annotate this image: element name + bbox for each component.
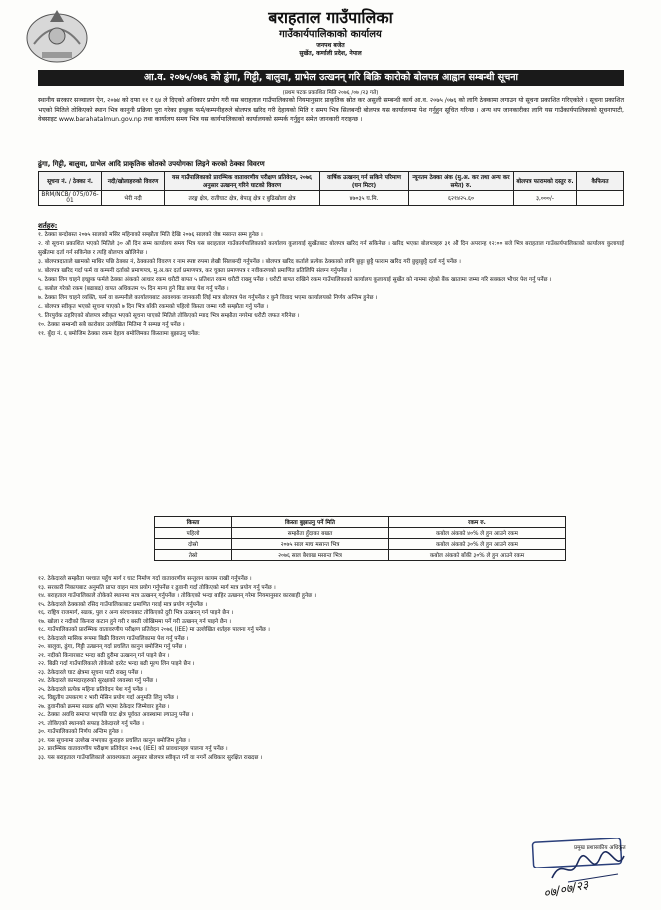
signatory-title: प्रमुख प्रशासकीय अधिकृत	[574, 845, 626, 851]
list-item: २१. नदीको किनारबाट भन्दा बढी दुरीमा उत्खनन् गर्न पाइने छैन ।	[38, 652, 170, 659]
cell-installment: तेस्रो	[155, 550, 232, 561]
list-item: ८. बोलपत्र स्वीकृत भएको सूचना पाएको ७ दिन भित्र बाँकी रकमको पहिलो किस्ता जम्मा गरी सम्झौता गर्नु पर्नेछ ।	[38, 303, 269, 310]
list-item: १२. ठेकेदारले सम्झौता पश्चात पहुँच मार्ग र घाट निर्माण गर्दा वातावरणीय सन्तुलन कायम राखी गर्नुपर्नेछ ।	[38, 576, 252, 582]
cell-notice-no: BRM/NCB/ 075/076-01	[39, 191, 102, 206]
list-item: १४. बराहताल गाउँपालिकाले तोकेको स्थानमा मात्र उत्खनन् गर्नुपर्नेछ । तोकिएको भन्दा बाहिर उत्खनन् गरेमा नियमानुसार कारबाही हुनेछ ।	[38, 593, 317, 599]
list-item: २२. बिक्री गर्दा गाउँपालिकाले तोकेको दररेट भन्दा बढी मूल्य लिन पाइने छैन ।	[38, 661, 195, 667]
notice-title-banner: आ.व. २०७५/०७६ को ढुंगा, गिट्टी, बालुवा, ग्राभेल उत्खनन् गरि बिक्रि कारोको बोलपत्र आह्वान सम्बन्धी सूचना	[38, 70, 624, 86]
cell-installment: पहिलो	[155, 528, 232, 539]
address-block	[0, 42, 661, 58]
list-item: ९. तिरपुर्वक ठहरिएको बोलपत्र स्वीकृत भएको सूचना पाएको मितिले तोकिएको म्याद भित्र सम्झौता नगरेमा धरौटी जफत गरिनेछ ।	[38, 312, 300, 319]
cell-due-date: २०७५ साल माघ मसान्त भित्र	[232, 539, 389, 550]
cell-amount: कबोल अंकको बाँकी ३०% ले हुन आउने रकम	[389, 550, 566, 561]
address-line-2: सुर्खेत, कर्णाली प्रदेश, नेपाल	[299, 50, 362, 57]
col-due-date: किस्ता बुझाउनु पर्ने मिति	[232, 517, 389, 528]
table-row	[39, 191, 624, 206]
list-item: १०. ठेक्का सम्बन्धी सबै कारोबार उल्लेखित मितिमा नै सम्पन्न गर्नु पर्नेछ ।	[38, 321, 185, 328]
conditions-list	[38, 231, 624, 339]
list-item: १९. ठेकेदारले मासिक रूपमा बिक्री विवरण गाउँपालिकामा पेश गर्नु पर्नेछ ।	[38, 635, 189, 642]
table-row	[155, 550, 566, 561]
bid-details-table	[38, 171, 624, 206]
signature-date: ०७/०७/२३	[542, 877, 590, 901]
cell-due-date: २०७६ साल बैशाख मसान्त भित्र	[232, 550, 389, 561]
address-line-1: जनपथ बजेत	[316, 42, 345, 49]
list-item: ३३. यस बराहताल गाउँपालिकाले आवश्यकता अनुसार बोलपत्र स्वीकृत गर्ने वा नगर्ने अधिकार सुरक्षित राख्दछ ।	[38, 754, 263, 761]
list-item: १७. खोला र नदीको किनारा कटान हुने गरी र बस्ती जोखिममा पर्ने गरी उत्खनन् गर्न पाइने छैन ।	[38, 618, 232, 625]
cell-river: भेरी नदी	[102, 191, 165, 206]
col-ghat: यस गाउँपालिकाको प्रारम्भिक वातावरणीय परीक्षण प्रतिवेदन, २०७६ अनुसार उत्खनन् गरिने घाटको विवरण	[165, 172, 320, 191]
table-row	[155, 528, 566, 539]
col-notice-no: सूचना नं. / ठेक्का नं.	[39, 172, 102, 191]
col-river: नदी/खोलाहरुको विवरण	[102, 172, 165, 191]
list-item: ३२. प्रारम्भिक वातावरणीय परीक्षण प्रतिवेदन २०७६ (IEE) को प्रावधानहरु पालना गर्नु पर्नेछ ।	[38, 746, 228, 752]
installment-header-row	[155, 517, 566, 528]
list-item: २. यो सूचना प्रकाशित भएको मितिले ३० औं दिन सम्म कार्यालय समय भित्र यस बराहताल गाउँकार्यपालिकाको कार्यालय कुलायाई सुर्खेतबाट बोलपत्र खरिद गर्न सकिनेछ । खरिद भएका बोलपत्रहरु ३१ औं दिन अपरान्ह १२:०० बजे भित्र बराहताल गाउँकार्यपालिकाको कार्यालय कुलायाई सुर्खेतमा दर्ता गर्न सकिनेछ र त्यहि बोलपत्र खोलिनेछ ।	[38, 241, 624, 256]
list-item: १६. राष्ट्रिय राजमार्ग, सडक, पुल र अन्य संरचनाबाट तोकिएको दुरी भित्र उत्खनन् गर्न पाइने छैन ।	[38, 610, 234, 616]
list-item: ५. ठेक्का लिन चाहने इच्छुक फर्मले ठेक्का अंकको आधार रकम धरौटी बापत ५ प्रतिशत रकम धरौटी राख्नु पर्नेछ । धरौटी बापत राखिने रकम गाउँपालिकाको कार्यालय कुलायाई सुर्खेत को नाममा रहेको बैंक खातामा जम्मा गरि सक्कल भौचर पेश गर्नु पर्नेछ ।	[38, 276, 552, 283]
col-remarks: कैफियत	[577, 172, 624, 191]
office-name: गाउँकार्यपालिकाको कार्यालय	[279, 29, 382, 40]
cell-remarks	[577, 191, 624, 206]
list-item: २८. ठेक्का अवधि समाप्त भएपछि घाट क्षेत्र पूर्ववत अवस्थामा ल्याउनु पर्नेछ ।	[38, 712, 194, 718]
cell-quantity: ४७०३५ घ.मि.	[320, 191, 409, 206]
list-item: २५. ठेकेदारले प्रत्येक महिना प्रतिवेदन पेश गर्नु पर्नेछ ।	[38, 686, 147, 693]
col-amount: रकम रु.	[389, 517, 566, 528]
list-item: २३. ठेकेदारले घाट क्षेत्रमा सूचना पाटी राख्नु पर्नेछ ।	[38, 669, 143, 676]
list-item: ६. कबोल गरेको रकम (बढाबढ) वापत अधिकतम ९५ दिन मान्य हुने बिड बण्ड पेश गर्नु पर्नेछ ।	[38, 285, 229, 292]
list-item: ३१. यस सूचनामा उल्लेख नभएका कुराहरु प्रचलित कानुन बमोजिम हुनेछ ।	[38, 737, 190, 744]
list-item: २४. ठेकेदारले कामदारहरुको सुरक्षाको व्यवस्था गर्नु पर्नेछ ।	[38, 678, 158, 684]
col-form-fee: बोलपत्र फारामको दस्तुर रु.	[514, 172, 577, 191]
list-item: १३. सरकारी निकायबाट अनुमति प्राप्त वाहन मात्र प्रयोग गर्नुपर्नेछ र ढुवानी गर्दा तोकिएको मार्ग मात्र प्रयोग गर्नु पर्नेछ ।	[38, 584, 276, 591]
cell-ghat: तरङ्ग क्षेत्र, रातीघाट क्षेत्र, बेपाड् क्षेत्र र बुढिखोला क्षेत्र	[165, 191, 320, 206]
list-item: ७. ठेक्का लिन चाहने व्यक्ति, फर्म वा कम्पनीले कार्यालयबाट आवश्यक जानकारी लिई मात्र बोलपत्र पेश गर्नुपर्नेछ र कुनै विवाद भएमा कार्यालयको निर्णय अन्तिम हुनेछ ।	[38, 294, 378, 301]
cell-amount: कबोल अंकको ४०% ले हुन आउने रकम	[389, 528, 566, 539]
cell-form-fee: ३,०००/-	[514, 191, 577, 206]
col-installment: किस्ता	[155, 517, 232, 528]
list-item: २९. तोकिएको स्थानको सफाइ ठेकेदारले गर्नु पर्नेछ ।	[38, 720, 144, 727]
col-min-amount: न्यूनतम ठेक्का अंक (मु.अ. कर तथा अन्य कर समेत) रु.	[409, 172, 514, 191]
list-item: २७. ढुवानीको क्रममा सडक क्षति भएमा ठेकेदार जिम्मेवार हुनेछ ।	[38, 703, 170, 710]
table-row	[155, 539, 566, 550]
conditions-heading: शर्तहरु:	[38, 222, 58, 230]
list-item: १८. गाउँपालिकाको प्रारम्भिक वातावरणीय परीक्षण प्रतिवेदन २०७६ (IEE) मा उल्लेखित शर्तहरु पालना गर्नु पर्नेछ ।	[38, 627, 270, 633]
installment-table	[154, 516, 566, 561]
list-item: ३०. गाउँपालिकाको निर्णय अन्तिम हुनेछ ।	[38, 729, 123, 735]
list-item: ३. बोलपत्रदाताले खामको माथिर पछि ठेक्का नं, ठेक्काको विवरण र नाम स्पष्ट रुपमा लेखी सिलबन्दी गर्नुपर्नेछ । बोलपत्र खरिद कर्ताले प्रत्येक ठेक्काको लागि छुट्टा छुट्टै फाराम खरिद गरी छुट्टाछुट्टै दर्ता गर्नु पर्नेछ ।	[38, 258, 461, 265]
list-item: ४. बोलपत्र खरिद गर्दा फर्म वा कम्पनी दर्ताको प्रमाणपत्र, मु.अ.कर दर्ता प्रमाणपत्र, कर चुक्ता प्रमाणपत्र र नवीकरणको प्रमाणित प्रतिलिपि संलग्न गर्नुपर्नेछ ।	[38, 267, 352, 274]
notice-intro-paragraph: स्थानीय सरकार सञ्चालन ऐन, २०७४ को दफा ११ र ६४ ले दिएको अधिकार प्रयोग गरी यस बराहताल गाउँपालिकाको नियमानुसार प्राकृतिक स्रोत कर असुली सम्बन्धी कार्य आ.व. २०७५ /०७६ को लागि ठेक्कामा लगाउन यो सूचना प्रकाशित गरिएकोले । सूचना प्रकाशित भएको मितिले तोकिएको स्थान भित्र कानुनी प्रक्रिया पुरा गरेका इच्छुक फर्म/कम्पनीहरुले बोलपत्र खरिद गरी देहायको मिति र समय भित्र सिलबन्दी बोलपत्र यस कार्यालयमा पेश गर्नुहुन सूचित गरिन्छ । अन्य थप जानकारीका लागि यस गाउँकार्यपालिकाको सूचनापाटी, वेबसाइट www.barahatalmun.gov.np तथा कार्यालय समय भित्र यस कार्यपालिकाको कार्यालयको सम्पर्क गर्नुहुन समेत जानकारी गराइन्छ ।	[38, 97, 624, 123]
bid-table-title: ढुंगा, गिट्टी, बालुवा, ग्राभेल आदि प्राकृतिक स्रोतको उपयोगका लिइने करको ठेक्का विवरण	[38, 160, 265, 168]
col-quantity: वार्षिक उत्खनन् गर्न सकिने परिमाण (घन मिटर)	[320, 172, 409, 191]
cell-installment: दोस्रो	[155, 539, 232, 550]
list-item: १५. ठेकेदारले ठेक्काको रसिद गाउँपालिकाबाट प्रमाणित गराई मात्र प्रयोग गर्नुपर्नेछ ।	[38, 601, 207, 608]
list-item: २०. बालुवा, ढुंगा, गिट्टी उत्खनन् गर्दा प्रचलित कानुन बमोजिम गर्नु पर्नेछ ।	[38, 644, 187, 650]
publication-date: (प्रथम पटक प्रकाशित मिति २०७६ /०७ /२३ गते)	[282, 90, 379, 96]
municipality-name: बराहताल गाउँपालिका	[268, 8, 393, 27]
cell-due-date: सम्झौता हुँदाका बखत	[232, 528, 389, 539]
cell-amount: कबोल अंकको ३०% ले हुन आउने रकम	[389, 539, 566, 550]
list-item: ११. बुँदा नं. ६ बमोजिम ठेक्का रकम देहाय बमोजिमका किस्तामा बुझाउनु पर्नेछ:	[38, 330, 200, 337]
list-item: १. ठेक्का बन्दोबस्त २०७५ सालको मसिर महिनाको सम्झौता मिति देखि २०७६ सालको जेष्ठ मसान्त सम्म हुनेछ ।	[38, 232, 263, 238]
bid-table-header-row	[39, 172, 624, 191]
cell-min-amount: ६२१४२५.६०	[409, 191, 514, 206]
conditions-list-continued	[38, 575, 624, 762]
list-item: २६. विद्युतीय उपकरण र भारी मेसिन प्रयोग गर्दा अनुमति लिनु पर्नेछ ।	[38, 695, 179, 701]
